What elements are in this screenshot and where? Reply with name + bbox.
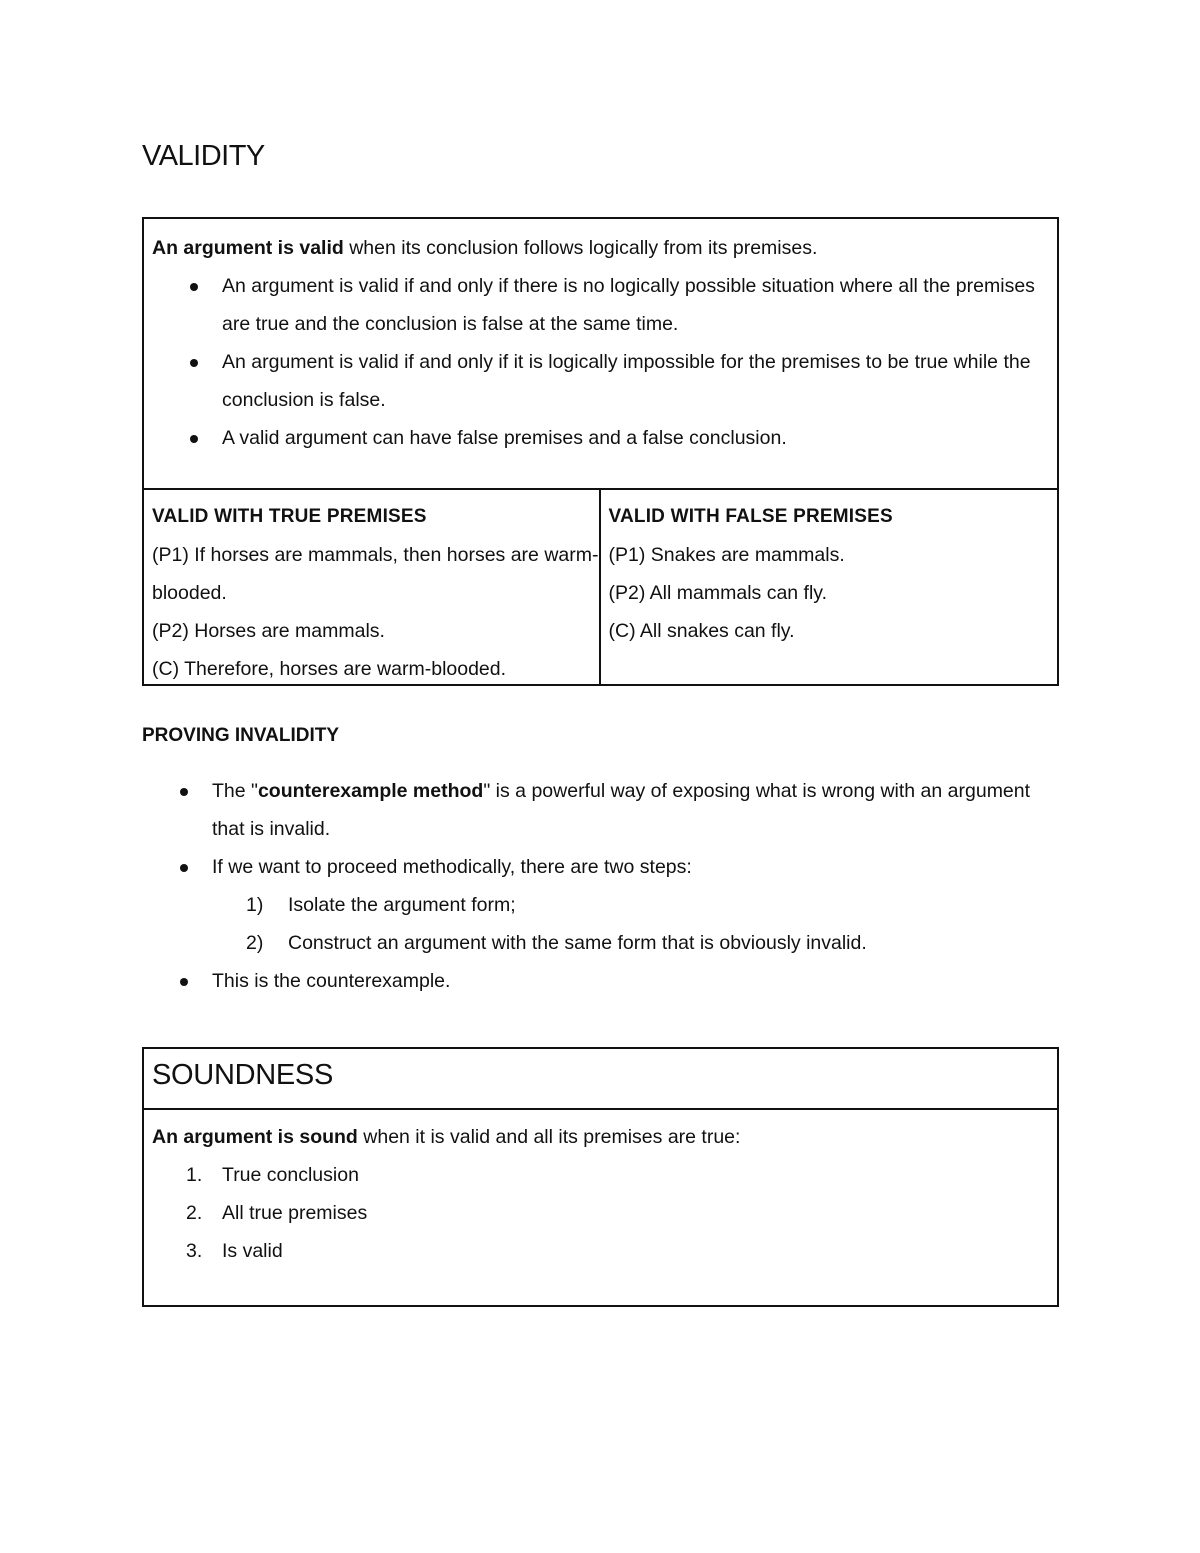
invalidity-list <box>142 772 1042 1000</box>
list-item <box>152 1194 1057 1232</box>
item-number: 2. <box>186 1202 203 1224</box>
validity-table <box>142 217 1059 686</box>
true-premises-conclusion: (C) Therefore, horses are warm-blooded. <box>152 658 507 680</box>
list-item <box>142 848 1042 962</box>
true-premises-p1: (P1) If horses are mammals, then horses are warm-blooded. <box>152 544 599 604</box>
list-item: A valid argument can have false premises and a false conclusion. <box>152 419 1057 457</box>
validity-definition-cell <box>144 219 1057 490</box>
list-item: This is the counterexample. <box>142 962 1042 1000</box>
invalidity-heading: PROVING INVALIDITY <box>142 725 340 746</box>
page-title: VALIDITY <box>142 140 265 172</box>
soundness-table <box>142 1047 1059 1307</box>
validity-bullet-list <box>152 267 1057 457</box>
list-item <box>152 1232 1057 1270</box>
bullet-text-post: " is a powerful way of exposing what is wrong with an argument that is invalid. <box>212 780 1031 840</box>
item-text: True conclusion <box>222 1164 359 1186</box>
false-premises-p1: (P1) Snakes are mammals. <box>608 544 845 566</box>
bullet-text-pre: The " <box>212 780 258 802</box>
examples-row <box>144 490 1057 684</box>
list-item <box>142 772 1042 848</box>
true-premises-cell <box>144 490 601 684</box>
false-premises-conclusion: (C) All snakes can fly. <box>608 620 795 642</box>
soundness-title: SOUNDNESS <box>144 1049 1057 1110</box>
soundness-criteria-list <box>152 1156 1057 1270</box>
step-item <box>212 886 1042 924</box>
step-number: 1) <box>246 894 264 916</box>
true-premises-heading: VALID WITH TRUE PREMISES <box>152 506 427 527</box>
list-item <box>152 1156 1057 1194</box>
step-number: 2) <box>246 932 264 954</box>
step-text: Construct an argument with the same form that is obviously invalid. <box>288 932 867 954</box>
soundness-definition-text: when it is valid and all its premises are true: <box>357 1126 741 1148</box>
item-number: 3. <box>186 1240 203 1262</box>
list-item: An argument is valid if and only if it is logically impossible for the premises to be true while the conclusion is false. <box>152 343 1057 419</box>
item-text: All true premises <box>222 1202 368 1224</box>
item-text: Is valid <box>222 1240 283 1262</box>
steps-list <box>212 886 1042 962</box>
validity-definition-bold: An argument is valid <box>152 237 344 259</box>
list-item: An argument is valid if and only if there is no logically possible situation where all the premises are true and the conclusion is false at the same time. <box>152 267 1057 343</box>
false-premises-cell <box>601 490 1058 684</box>
validity-definition <box>152 229 1057 267</box>
step-text: Isolate the argument form; <box>288 894 516 916</box>
step-item <box>212 924 1042 962</box>
counterexample-method-term: counterexample method <box>257 780 484 802</box>
validity-definition-text: when its conclusion follows logically from its premises. <box>343 237 818 259</box>
true-premises-p2: (P2) Horses are mammals. <box>152 620 385 642</box>
soundness-definition <box>152 1118 1057 1156</box>
item-number: 1. <box>186 1164 203 1186</box>
bullet-text: If we want to proceed methodically, there are two steps: <box>212 856 692 878</box>
soundness-definition-cell <box>144 1110 1057 1305</box>
soundness-definition-bold: An argument is sound <box>152 1126 358 1148</box>
false-premises-p2: (P2) All mammals can fly. <box>608 582 828 604</box>
false-premises-heading: VALID WITH FALSE PREMISES <box>608 506 893 527</box>
